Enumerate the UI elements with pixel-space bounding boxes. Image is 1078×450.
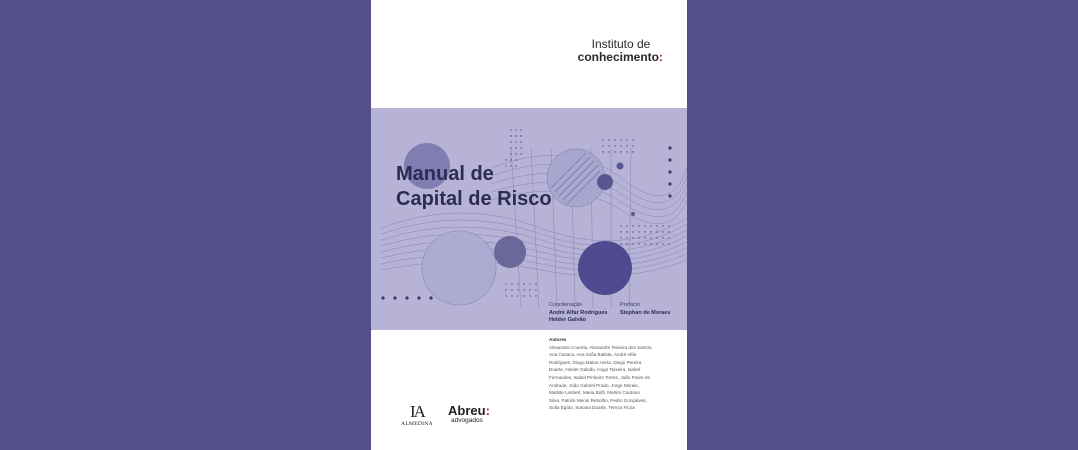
authors-block xyxy=(549,336,679,412)
almedina-mark: IA xyxy=(410,402,424,421)
author-line: Alexandra Courela, Alexandre Teixeira dos Santos, xyxy=(549,344,653,350)
abreu-word: Abreu xyxy=(448,403,486,418)
abreu-logo xyxy=(448,404,490,424)
title-line-2: Capital de Risco xyxy=(396,188,552,210)
cover-band xyxy=(371,108,687,330)
preface-block xyxy=(620,302,670,317)
brand-colon: : xyxy=(659,50,663,64)
author-line: Sofia Egído, Susana Duarte, Tereza Fiúza xyxy=(549,405,635,411)
coordination-label: Coordenação xyxy=(549,302,583,308)
book-cover xyxy=(371,0,687,450)
brand-line-1: Instituto de xyxy=(591,37,651,51)
authors-label: Autores xyxy=(549,337,567,342)
almedina-logo xyxy=(399,403,435,427)
cover-artwork xyxy=(371,108,687,330)
author-line: Matilde Limbert, Maria Bolfi, Martim Cardoso xyxy=(549,390,640,396)
title-line-1: Manual de xyxy=(396,163,494,185)
coordination-block xyxy=(549,302,607,325)
author-line: Silva, Patrick Menin Rebolho, Pedro Gonçalves, xyxy=(549,397,647,403)
author-line: Andrade, João Gabriel Prado, Jorge Morais, xyxy=(549,382,639,388)
author-line: Fernandes, Isabel Pinheiro Torres, João Freire de xyxy=(549,374,651,380)
author-line: Ana Casaca, Ana Sofia Batista, André Alfar xyxy=(549,352,637,358)
book-title xyxy=(396,162,552,212)
coordinator-name: Helder Galvão xyxy=(549,317,586,323)
author-line: Rodrigues, Diogo Matos Horta, Diogo Pereira xyxy=(549,359,642,365)
brand-line-2: conhecimento xyxy=(577,50,659,64)
almedina-word: ALMEDINA xyxy=(401,421,433,427)
instituto-logo xyxy=(578,38,663,64)
preface-label: Prefácio xyxy=(620,302,641,308)
abreu-colon: : xyxy=(485,403,490,418)
preface-name: Stephan de Moraes xyxy=(620,309,671,316)
abreu-sub: advogados xyxy=(451,417,483,424)
author-line: Duarte, Helder Galvão, Hugo Teixeira, Isabel xyxy=(549,367,641,373)
coordinator-name: André Alfar Rodrigues xyxy=(549,309,608,316)
